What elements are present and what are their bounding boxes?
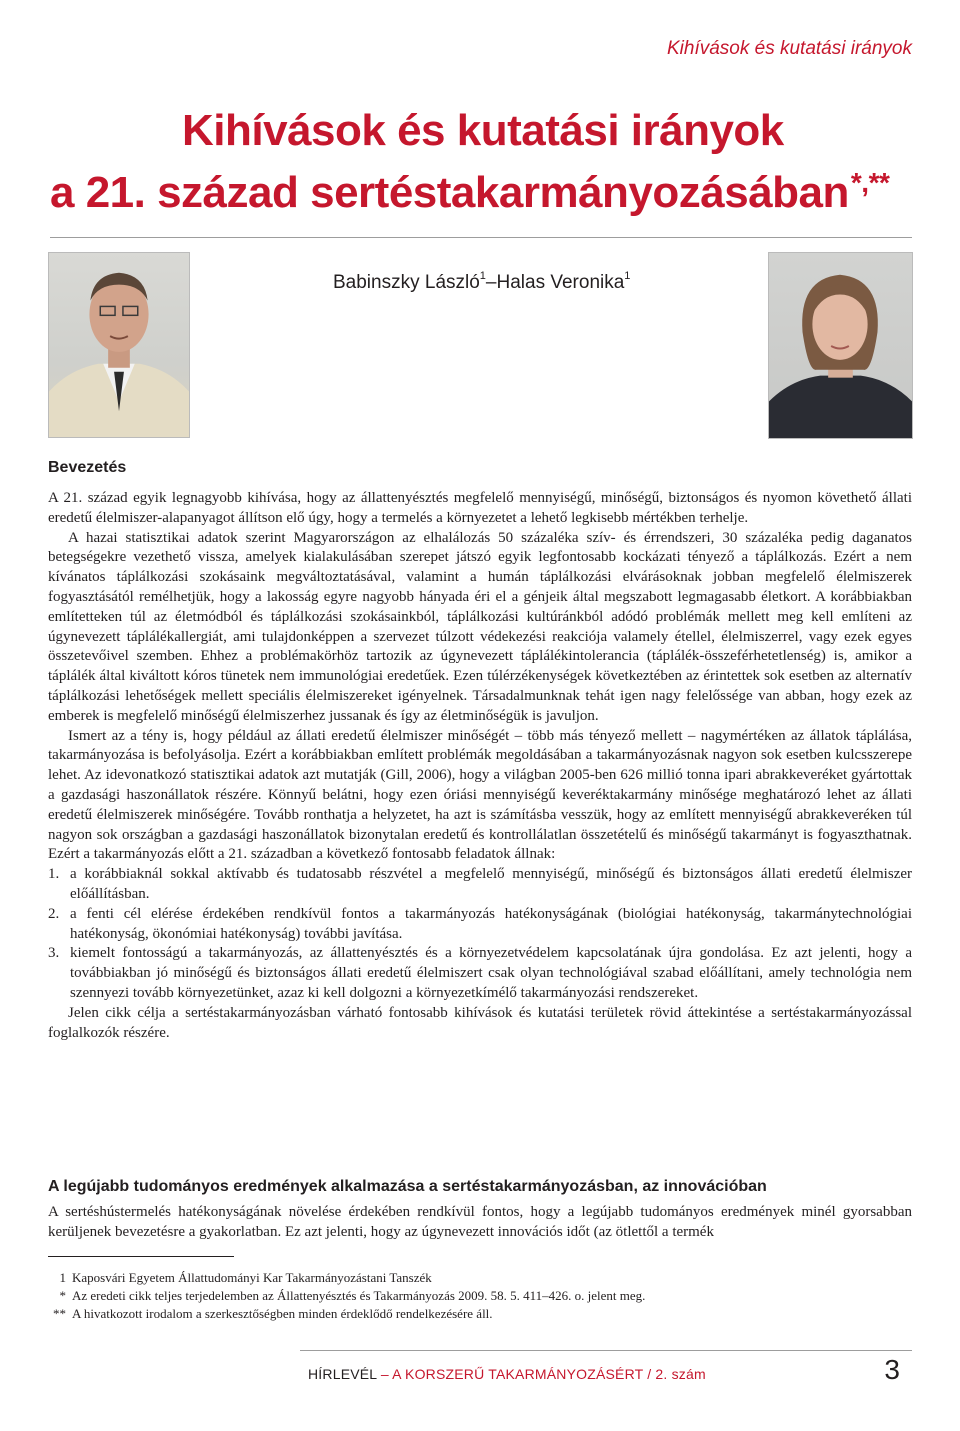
intro-paragraph-2: A hazai statisztikai adatok szerint Magyarországon az elhalálozás 50 százaléka szív- és érrendszeri, 30 százaléka pedig daganatos betegségekre vezethető vissza, amelyek kialakulásában szerepet játszó egyik legfontosabb kockázati tényező a táplálkozás. Ezért a nem kívánatos táplálkozási szokásaink megváltoztatásával, valamint a humán táplálkozási elvárásoknak jobban megfelelő élelmiszerek fogyasztásától remélhetjük, hogy a lakosság egyre nagyobb hányada éri el a génjeik által megszabott legmagasabb életkort. A korábbiakban említetteken túl az életmódból és táplálkozási szokásainkból, táplálkozási kultúránkból adódó problémák mellett meg kell említeni az úgynevezett táplálékallergiát, ami tulajdonképpen a szervezet túlzott védekezési reakciója valamely étellel, élelmiszerrel, vagy ezek egyes összetevőivel szemben. Ehhez a problémakörhöz tartozik az úgynevezett táplálékintolerancia (táplálék-összeférhetetlenség) is, amikor a táplálék által kiváltott kóros tünetek nem immunológiai eredetűek. Ezen túlérzékenységek következtében az érintettek sok esetben az alternatív táplálkozási lehetőségek mellett speciális élelmiszereket igényelnek. Társadalmunknak tehát igen nagy felelőssége van abban, hogy ezek az emberek is megfelelő minőségű élelmiszerhez jussanak és így az életminőségük is javuljon. <box>48 529 912 724</box>
footnotes <box>48 1269 912 1323</box>
footnote-text: A hivatkozott irodalom a szerkesztőségben minden érdeklődő rendelkezésére áll. <box>72 1306 493 1321</box>
footnote <box>48 1305 912 1323</box>
intro-paragraph-1: A 21. század egyik legnagyobb kihívása, hogy az állattenyésztés megfelelő mennyiségű, minőségű, biztonságos és nyomon követhető állati eredetű élelmiszer-alapanyagot állítson elő úgy, hogy a termelés a környezetet a lehető legkisebb mértékben terhelje. <box>48 490 912 526</box>
footnote <box>48 1287 912 1305</box>
author-name-1: Babinszky László <box>333 272 480 293</box>
intro-paragraph-4: Jelen cikk célja a sertéstakarmányozásban várható fontosabb kihívások és kutatási területek rövid áttekintése a sertéstakarmányozással foglalkozók részére. <box>48 1004 912 1041</box>
running-head: Kihívások és kutatási irányok <box>666 38 912 59</box>
list-item-text: a fenti cél elérése érdekében rendkívül fontos a takarmányozás hatékonyságának (biológiai hatékonyság, takarmánytechnológiai hatékonyság, ökonómiai hatékonyság) további javítása. <box>70 905 912 942</box>
task-list <box>48 865 912 1004</box>
list-item-number: 2. <box>48 905 60 922</box>
section-heading-research: A legújabb tudományos eredmények alkalmazása a sertéstakarmányozásban, az innovációban <box>48 1178 767 1195</box>
research-paragraph-1: A sertéshústermelés hatékonyságának növelése érdekében rendkívül fontos, hogy a legújabb tudományos eredmények minél gyorsabban kerüljenek bevezetésre a gyakorlatban. Ez azt jelenti, hogy az úgynevezett innovációs időt (az ötlettől a termék <box>48 1204 912 1240</box>
footnote-mark: 1 <box>59 1270 66 1285</box>
author-line <box>333 272 630 294</box>
intro-paragraph-3: Ismert az a tény is, hogy például az állati eredetű élelmiszer minőségét – több más tényező mellett – nagymértéken az állatok táplálása, takarmányozása is befolyásolja. Ezért a korábbiakban említett problémák megoldásában a takarmányozásnak nagyon sok esetben kulcsszerepe lehet. Az idevonatkozó statisztikai adatok azt mutatják (Gill, 2006), hogy a világban 2005-ben 626 millió tonna ipari abrakkeveréket gyártottak a gazdasági haszonállatok részére. Könnyű belátni, hogy ezen óriási mennyiségű keveréktakarmány minősége meghatározó lehet az állati eredetű élelmiszerek minőségére. Tovább ronthatja a helyzetet, ha azt is számításba vesszük, hogy az említett mennyiségű abrakkeveréken túl nagyon sok országban a gazdasági haszonállatok bizonytalan eredetű és kontrollálatlan összetételű és minőségű takarmányt is fogyaszthatnak. Ezért a takarmányozás előtt a 21. században a következő fontosabb feladatok állnak: <box>48 727 912 863</box>
section-heading-intro: Bevezetés <box>48 459 127 476</box>
list-item <box>48 944 912 1003</box>
list-item-text: a korábbiaknál sokkal aktívabb és tudatosabb részvétel a megfelelő mennyiségű, minőségű és biztonságos állati eredetű élelmiszer előállításban. <box>70 866 912 902</box>
list-item <box>48 865 912 905</box>
author-photo-male <box>48 252 190 438</box>
title-footnote-marks: *,** <box>850 167 890 198</box>
footer-issue: – A KORSZERŰ TAKARMÁNYOZÁSÉRT / 2. szám <box>376 1366 706 1382</box>
author-name-2: Halas Veronika <box>496 272 625 293</box>
author-affiliation-1: 1 <box>479 270 486 282</box>
article-title <box>50 100 920 224</box>
list-item-number: 1. <box>48 866 60 883</box>
research-body <box>48 1203 912 1243</box>
title-line-2 <box>50 162 920 224</box>
page-footer <box>308 1366 706 1382</box>
list-item-text: kiemelt fontosságú a takarmányozás, az állattenyésztés és a környezetvédelem kapcsolatának újra gondolása. Ez azt jelenti, hogy a továbbiakban jó minőségű és biztonságos állati eredetű élelmiszert csak olyan technológiával szabad előállítani, amely technológia nem szennyezi tovább környezetünket, azaz ki kell dolgozni a környezetkímélő takarmányozási rendszereket. <box>70 945 912 1001</box>
footnote-mark: * <box>59 1288 66 1303</box>
footnote-rule <box>48 1256 234 1257</box>
footnote-mark: ** <box>53 1306 66 1321</box>
title-line-1: Kihívások és kutatási irányok <box>182 106 784 155</box>
page-number: 3 <box>884 1354 900 1385</box>
list-item-number: 3. <box>48 945 60 962</box>
author-photo-female <box>768 252 913 439</box>
author-affiliation-2: 1 <box>624 270 631 282</box>
footer-rule <box>300 1350 912 1351</box>
footer-publication: HÍRLEVÉL <box>308 1366 377 1382</box>
author-dash: – <box>485 272 497 293</box>
intro-body <box>48 489 912 1043</box>
list-item <box>48 905 912 945</box>
footnote-text: Kaposvári Egyetem Állattudományi Kar Takarmányozástani Tanszék <box>72 1270 432 1285</box>
footnote-text: Az eredeti cikk teljes terjedelemben az Állattenyésztés és Takarmányozás 2009. 58. 5. 411–426. o. jelent meg. <box>72 1288 646 1303</box>
title-rule <box>50 237 912 238</box>
title-line-2-text: a 21. század sertéstakarmányozásában <box>50 168 849 217</box>
footnote <box>48 1269 912 1287</box>
